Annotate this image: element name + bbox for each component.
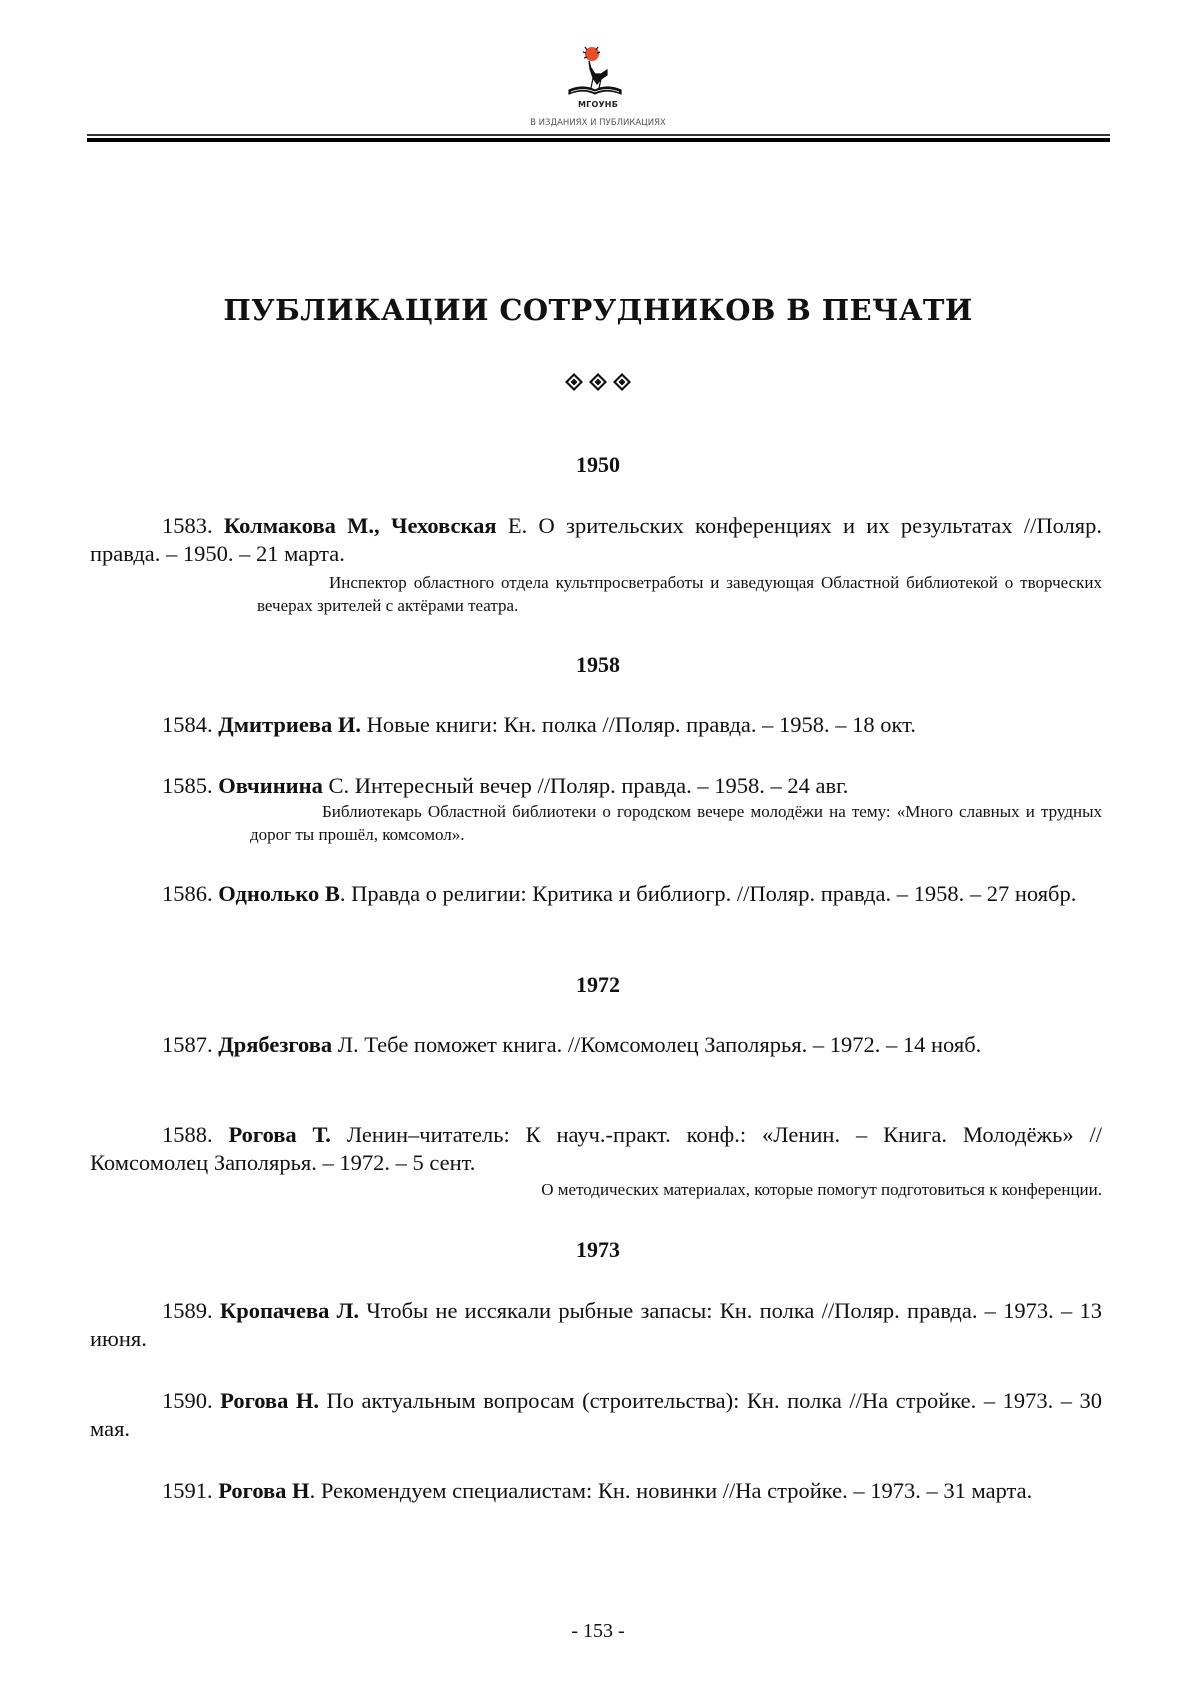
entry-text: Тебе поможет книга. //Комсомолец Заполярья. – 1972. – 14 нояб. [358,1032,982,1057]
bibliography-entry [90,1387,1102,1443]
header-subtitle: В ИЗДАНИЯХ И ПУБЛИКАЦИЯХ [530,118,666,128]
organization-name: МГОУНБ [577,100,619,109]
header-rule-thin [87,134,1110,136]
entry-text: Ленин–читатель: К науч.-практ. конф.: «Ленин. – Книга. Молодёжь» //Комсомолец Заполярья. – 1972. – 5 сент. [90,1122,1102,1175]
bibliography-entry [90,1121,1102,1177]
entry-number: 1591. [162,1478,213,1503]
entry-author: Дмитриева И. [218,712,361,737]
entry-text: По актуальным вопросам (строительства): Кн. полка //На стройке. – 1973. – 30 мая. [90,1388,1103,1441]
entry-author-initial: . [309,1478,316,1503]
deer-book-sun-logo-icon [563,44,627,100]
entry-annotation: Инспектор областного отдела культпросветработы и заведующая Областной библиотекой о творческих вечерах зрителей с актёрами театра. [257,573,1102,615]
bibliography-entry [90,772,1102,800]
entry-text: Чтобы не иссякали рыбные запасы: Кн. полка //Поляр. правда. – 1973. – 13 июня. [90,1298,1103,1351]
entry-author: Рогова Н. [220,1388,319,1413]
entry-number: 1585. [162,773,213,798]
bibliography-entry [90,880,1102,908]
page-number: - 153 - [571,1620,625,1642]
page-title: ПУБЛИКАЦИИ СОТРУДНИКОВ В ПЕЧАТИ [223,293,973,327]
entry-annotation: Библиотекарь Областной библиотеки о городском вечере молодёжи на тему: «Много славных и трудных дорог ты прошёл, комсомол». [250,802,1102,844]
entry-author: Рогова Т. [228,1122,331,1147]
bibliography-entry [90,711,1102,739]
entry-author: Дрябезгова [218,1032,333,1057]
entry-author: Кропачева Л. [219,1298,359,1323]
bibliography-entry [90,1031,1102,1059]
entry-text: Интересный вечер //Поляр. правда. – 1958. – 24 авг. [349,773,849,798]
entry-author: Колмакова М., Чеховская [223,513,497,538]
bibliography-entry [90,512,1102,568]
entry-text: Правда о религии: Критика и библиогр. //Поляр. правда. – 1958. – 27 ноябр. [345,881,1077,906]
year-heading: 1972 [576,972,620,997]
entry-author-initial: Л. [332,1032,359,1057]
entry-author-initial: С. [322,773,350,798]
bibliography-entry [90,1477,1102,1505]
entry-author: Овчинина [218,773,323,798]
entry-number: 1586. [162,881,213,906]
diamond-ornament-icon [564,372,632,392]
year-heading: 1950 [576,452,620,477]
bibliography-entry [90,1297,1102,1353]
entry-number: 1583. [162,513,213,538]
year-heading: 1973 [576,1237,620,1262]
year-heading: 1958 [576,652,620,677]
entry-author: Рогова Н [218,1478,310,1503]
entry-author-initial: . [339,881,346,906]
entry-text: О зрительских конференциях и их результатах //Поляр. правда. – 1950. – 21 марта. [90,513,1103,566]
entry-text: Новые книги: Кн. полка //Поляр. правда. – 1958. – 18 окт. [360,712,916,737]
entry-number: 1587. [162,1032,213,1057]
entry-author: Однолько В [218,881,340,906]
entry-number: 1588. [162,1122,213,1147]
entry-author-initial: Е. [496,513,528,538]
entry-text: Рекомендуем специалистам: Кн. новинки //На стройке. – 1973. – 31 марта. [315,1478,1033,1503]
entry-number: 1589. [162,1298,213,1323]
entry-number: 1584. [162,712,213,737]
entry-number: 1590. [162,1388,213,1413]
header-rule-thick [87,138,1110,142]
entry-annotation: О методических материалах, которые помогут подготовиться к конференции. [541,1180,1102,1199]
